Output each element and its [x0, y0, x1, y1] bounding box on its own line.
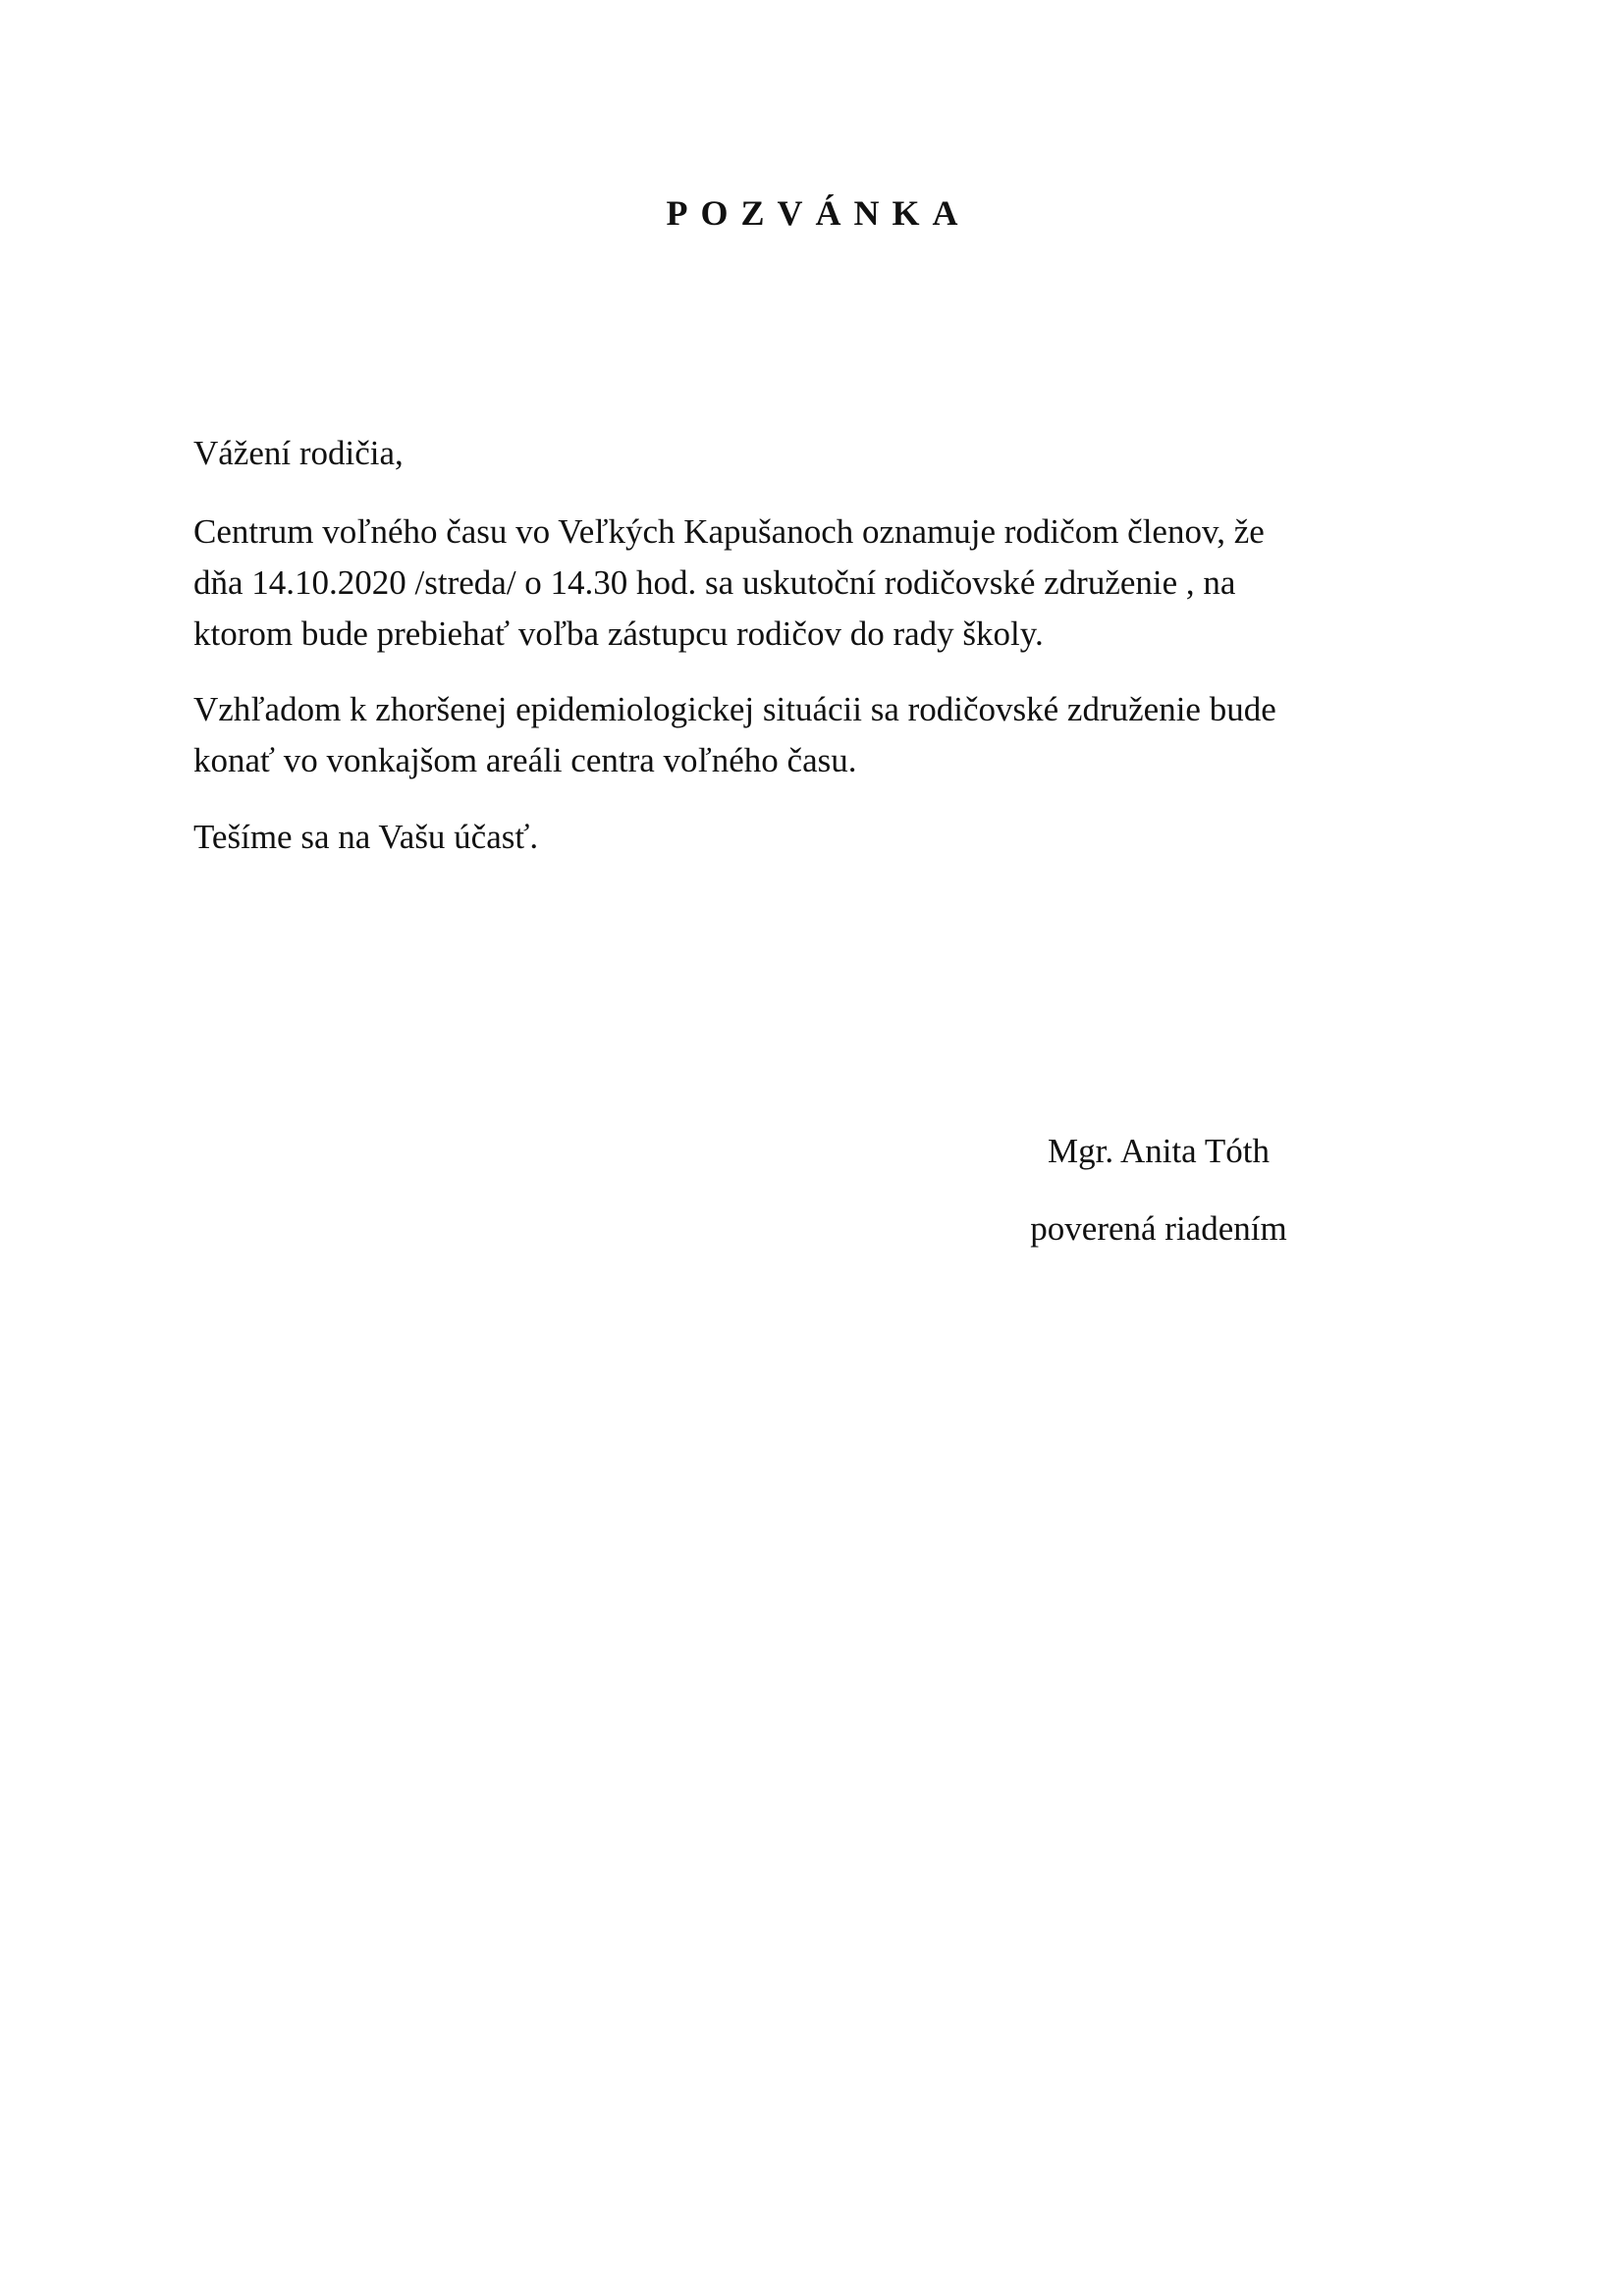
- paragraph-location: [193, 684, 1431, 786]
- paragraph-line: ktorom bude prebiehať voľba zástupcu rodičov do rady školy.: [193, 614, 1044, 653]
- paragraph-line: Centrum voľného času vo Veľkých Kapušanoch oznamuje rodičom členov, že: [193, 512, 1265, 551]
- paragraph-line: dňa 14.10.2020 /streda/ o 14.30 hod. sa uskutoční rodičovské združenie , na: [193, 563, 1236, 602]
- paragraph-line: Vzhľadom k zhoršenej epidemiologickej situácii sa rodičovské združenie bude: [193, 690, 1276, 728]
- document-title: POZVÁNKA: [666, 193, 971, 233]
- paragraph-line: konať vo vonkajšom areáli centra voľného času.: [193, 741, 857, 779]
- greeting: Vážení rodičia,: [193, 434, 404, 472]
- signature-role: poverená riadením: [1030, 1209, 1287, 1248]
- signature-block: [982, 1126, 1335, 1255]
- paragraph-announcement: [193, 507, 1431, 660]
- signature-name: Mgr. Anita Tóth: [1048, 1132, 1270, 1170]
- closing-line: Tešíme sa na Vašu účasť.: [193, 818, 539, 856]
